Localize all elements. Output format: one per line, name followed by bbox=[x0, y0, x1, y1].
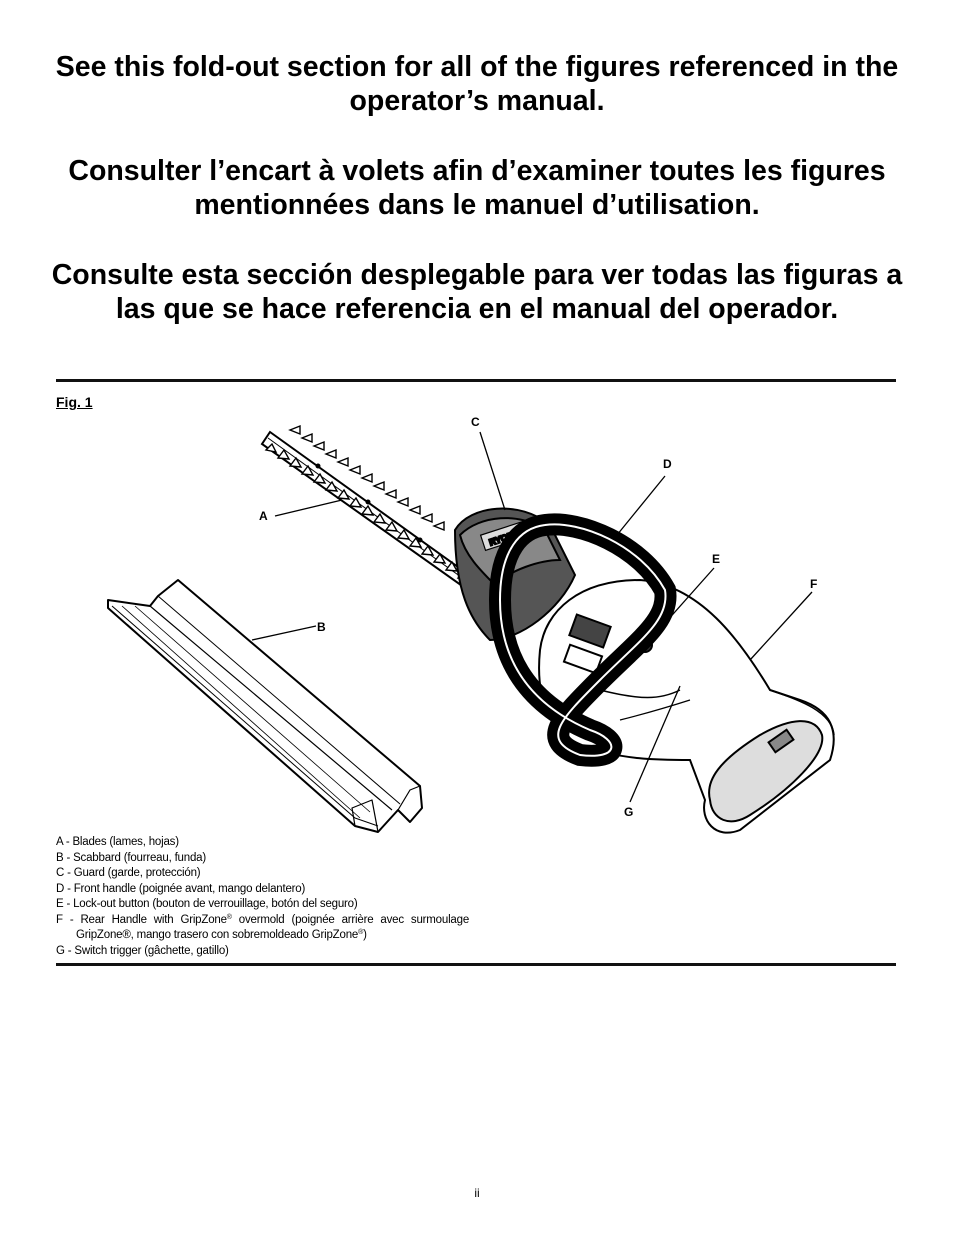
heading-english: See this fold-out section for all of the figures referenced in the operator’s manual. bbox=[55, 51, 899, 117]
callout-f: F bbox=[810, 577, 818, 591]
registered-mark: ® bbox=[358, 929, 364, 936]
legend-item-c: C - Guard (garde, protección) bbox=[56, 867, 201, 879]
legend-item-e: E - Lock-out button (bouton de verrouillage, botón del seguro) bbox=[56, 898, 358, 910]
legend-item-d: D - Front handle (poignée avant, mango delantero) bbox=[56, 882, 306, 895]
callout-c: C bbox=[471, 415, 480, 429]
page-number: ii bbox=[474, 1186, 480, 1200]
callout-g: G bbox=[624, 805, 634, 819]
callout-e: E bbox=[712, 552, 721, 566]
parts-legend bbox=[56, 835, 526, 959]
legend-item-f bbox=[56, 913, 526, 929]
legend-item-f-cont-text: GripZone®, mango trasero con sobremoldeado GripZone bbox=[76, 929, 359, 941]
callout-d: D bbox=[663, 457, 672, 471]
callout-b: B bbox=[317, 620, 326, 634]
blades-illustration bbox=[262, 426, 490, 600]
legend-item-a: A - Blades (lames, hojas) bbox=[56, 836, 179, 848]
legend-item-b: B - Scabbard (fourreau, funda) bbox=[56, 851, 206, 864]
legend-item-f-continued bbox=[56, 928, 526, 944]
scabbard-illustration bbox=[108, 580, 422, 832]
figure-label: Fig. 1 bbox=[56, 394, 93, 410]
ryobi-logo: RYOBI bbox=[487, 529, 518, 548]
heading-spanish: Consulte esta sección desplegable para ver todas las figuras a las que se hace referencia en el manual del operador. bbox=[51, 259, 903, 325]
registered-mark: ® bbox=[226, 913, 232, 921]
legend-item-f-text: F - Rear Handle with GripZone bbox=[56, 913, 227, 926]
bottom-rule bbox=[56, 963, 896, 966]
legend-item-g: G - Switch trigger (gâchette, gatillo) bbox=[56, 944, 229, 957]
legend-item-f-cont-end: ) bbox=[363, 929, 367, 941]
callout-a: A bbox=[259, 509, 268, 523]
heading-french: Consulter l’encart à volets afin d’examiner toutes les figures mentionnées dans le manuel d’utilisation. bbox=[68, 155, 886, 221]
legend-item-f-text-end: overmold (poignée arrière avec surmoulage bbox=[231, 913, 470, 926]
